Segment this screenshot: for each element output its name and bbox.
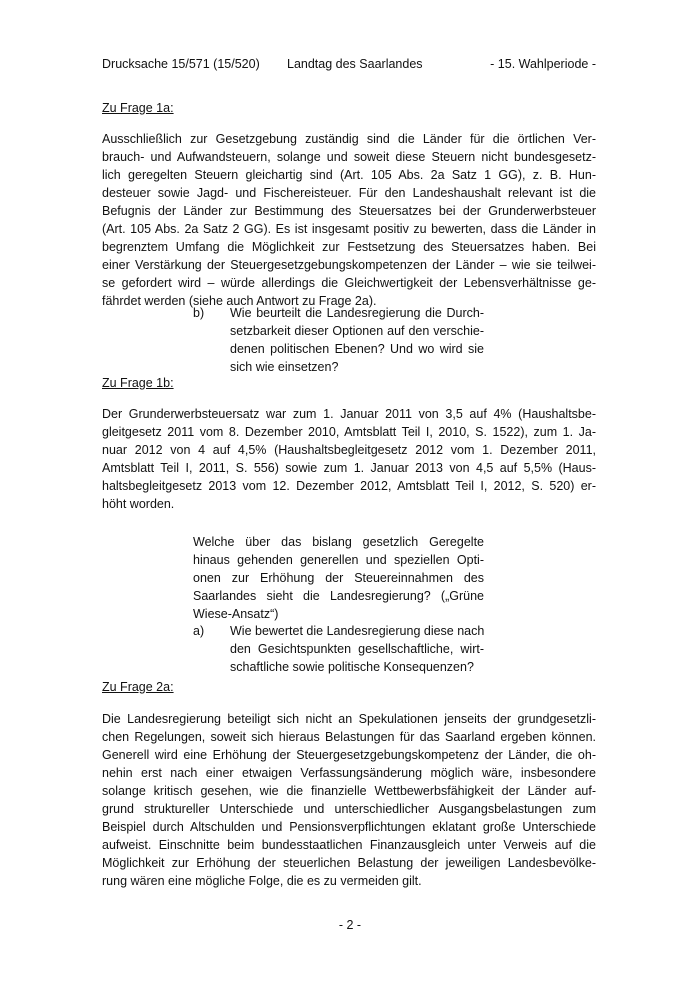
text-line: desteuer sowie Jagd- und Fischereisteuer. Für den Landeshaushalt relevant ist die: [102, 186, 596, 200]
text-line: Ausschließlich zur Gesetzgebung zuständig sind die Länder für die örtlichen Ver-: [102, 132, 596, 146]
text-line: Beispiel durch Altschulden und Pensionsverpflichtungen eklatant große Unterschiede: [102, 820, 596, 834]
text-line: Generell wird eine Erhöhung der Steuergesetzgebungskompetenz der Länder, die oh-: [102, 748, 596, 762]
heading-frage-2a: Zu Frage 2a:: [102, 680, 174, 694]
text-line: Wie bewertet die Landesregierung diese nach: [230, 624, 485, 638]
heading-frage-1a: Zu Frage 1a:: [102, 101, 174, 115]
header-parliament: Landtag des Saarlandes: [287, 57, 423, 71]
text-line: chen Regelungen, soweit sich hieraus Belastungen für das Saarland ergeben können.: [102, 730, 596, 744]
text-line: Befugnis der Länder zur Bestimmung des Steuersatzes bei der Grunderwerbsteuer: [102, 204, 596, 218]
header-document-number: Drucksache 15/571 (15/520): [102, 57, 260, 71]
text-line: setzbarkeit dieser Optionen auf den verschie-: [230, 324, 484, 338]
text-line: den Gesichtspunkten gesellschaftliche, wirt-: [230, 642, 484, 656]
text-line: Wiese-Ansatz“): [193, 607, 279, 621]
text-line: hinaus gehenden generellen und speziellen Opti-: [193, 553, 484, 567]
question-1b-text: [230, 304, 484, 376]
question-2a-label: a): [193, 624, 205, 638]
answer-1b: [102, 405, 596, 513]
answer-1a: [102, 130, 596, 310]
question-1b-label: b): [193, 306, 205, 320]
text-line: Wie beurteilt die Landesregierung die Durch-: [230, 306, 484, 320]
text-line: grund struktureller Unterschiede und unterschiedlicher Ausgangsbelastungen zum: [102, 802, 596, 816]
text-line: Welche über das bislang gesetzlich Geregelte: [193, 535, 484, 549]
text-line: nuar 2012 von 4 auf 4,5% (Haushaltsbegleitgesetz 2012 vom 1. Dezember 2011,: [102, 443, 596, 457]
text-line: aufweist. Einschnitte beim bundesstaatlichen Finanzausgleich unter Verweis auf die: [102, 838, 596, 852]
text-line: nehin erst nach einer etwaigen Verfassungsänderung möglich wäre, insbesondere: [102, 766, 596, 780]
text-line: haltsbegleitgesetz 2013 vom 12. Dezember 2012, Amtsblatt Teil I, 2012, S. 520) er-: [102, 479, 596, 493]
text-line: lich geregelten Steuern gleichartig sind (Art. 105 Abs. 2a Satz 1 GG), z. B. Hun-: [102, 168, 596, 182]
text-line: begrenztem Umfang die Möglichkeit zur Festsetzung des Steuersatzes haben. Bei: [102, 240, 596, 254]
text-line: sich wie einsetzen?: [230, 360, 339, 374]
header-legislative-period: - 15. Wahlperiode -: [490, 57, 596, 71]
text-line: Der Grunderwerbsteuersatz war zum 1. Januar 2011 von 3,5 auf 4% (Haushaltsbe-: [102, 407, 596, 421]
text-line: höht worden.: [102, 497, 175, 511]
text-line: Möglichkeit zur Erhöhung der steuerlichen Belastung der jeweiligen Landesbevölke-: [102, 856, 596, 870]
text-line: se gefordert wird – würde allerdings die Gleichwertigkeit der Lebensverhältnisse ge-: [102, 276, 596, 290]
text-line: rung wären eine mögliche Folge, die es zu vermeiden gilt.: [102, 874, 422, 888]
text-line: (Art. 105 Abs. 2a Satz 2 GG). Es ist insgesamt positiv zu bewerten, dass die Länder in: [102, 222, 596, 236]
text-line: Amtsblatt Teil I, 2011, S. 556) sowie zum 1. Januar 2013 von 4,5 auf 5,5% (Haus-: [102, 461, 596, 475]
question-2-text: [193, 533, 484, 623]
text-line: Die Landesregierung beteiligt sich nicht an Spekulationen jenseits der grundgesetzli-: [102, 712, 596, 726]
text-line: einer Verstärkung der Steuergesetzgebungskompetenzen der Länder – wie sie teilwei-: [102, 258, 596, 272]
heading-frage-1b: Zu Frage 1b:: [102, 376, 174, 390]
text-line: denen politischen Ebenen? Und wo wird sie: [230, 342, 484, 356]
text-line: schaftliche sowie politische Konsequenzen?: [230, 660, 474, 674]
question-2a-text: [230, 622, 484, 676]
text-line: gleitgesetz 2011 vom 8. Dezember 2010, Amtsblatt Teil I, 2010, S. 1522), zum 1. Ja-: [102, 425, 596, 439]
text-line: onen zur Erhöhung der Steuereinnahmen des: [193, 571, 484, 585]
answer-2a: [102, 710, 596, 890]
page-header: [102, 57, 596, 75]
text-line: fährdet werden (siehe auch Antwort zu Frage 2a).: [102, 294, 377, 308]
text-line: solange kritisch gesehen, wie die finanzielle Wettbewerbsfähigkeit der Länder auf-: [102, 784, 596, 798]
page-number: - 2 -: [338, 918, 362, 932]
text-line: brauch- und Aufwandsteuern, solange und soweit diese Steuern nicht bundesgesetz-: [102, 150, 596, 164]
text-line: Saarlandes sieht die Landesregierung? („Grüne: [193, 589, 484, 603]
